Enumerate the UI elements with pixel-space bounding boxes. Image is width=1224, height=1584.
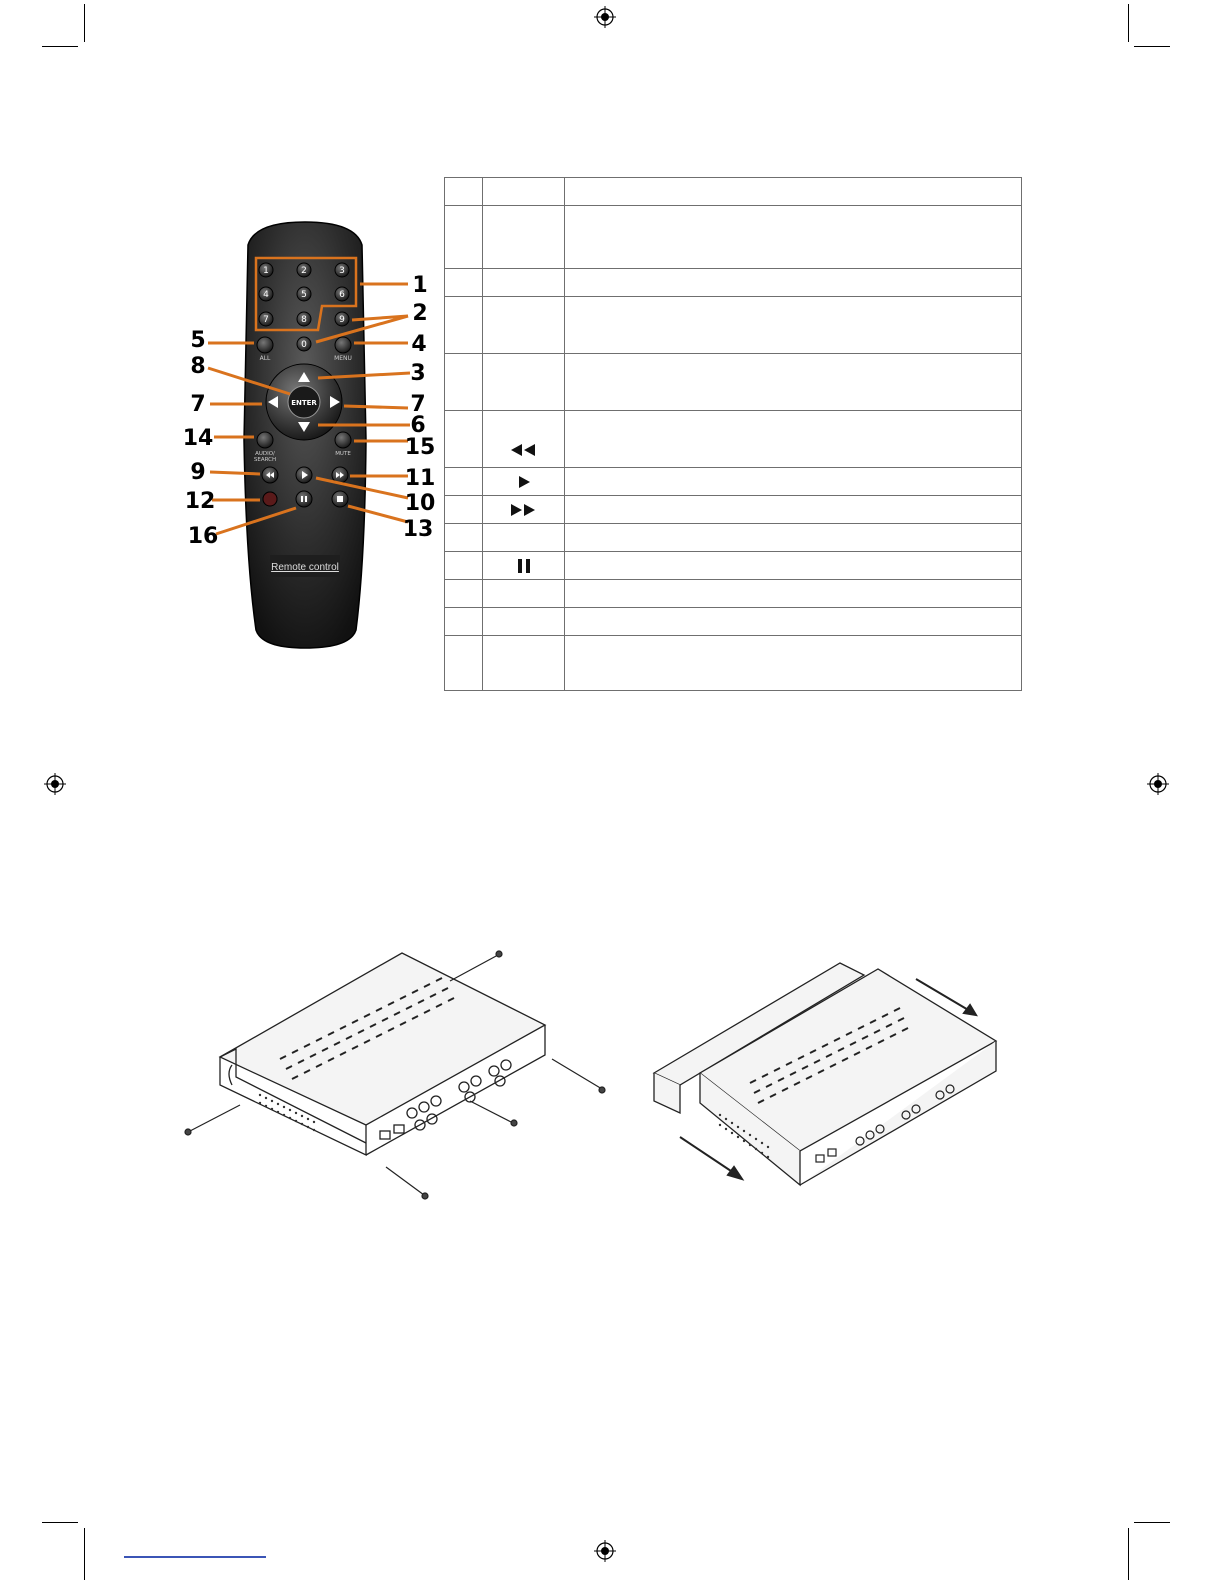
key-1: 1 bbox=[263, 266, 269, 276]
callout-7-left: 7 bbox=[190, 392, 206, 417]
callout-15: 14 bbox=[182, 426, 214, 451]
crop-mark bbox=[42, 1522, 78, 1523]
crop-mark bbox=[84, 4, 85, 42]
key-3: 3 bbox=[339, 266, 345, 276]
rewind-icon bbox=[509, 443, 539, 457]
table-row bbox=[445, 496, 1021, 524]
registration-mark-icon bbox=[594, 6, 616, 28]
table-row bbox=[445, 354, 1021, 411]
crop-mark bbox=[1128, 4, 1129, 42]
footer-link-underline bbox=[124, 1556, 266, 1558]
remote-control-figure bbox=[180, 220, 440, 660]
callout-2: 2 bbox=[412, 301, 428, 326]
svg-text:SEARCH: SEARCH bbox=[253, 457, 277, 463]
remote-brand-label: Remote control bbox=[271, 562, 339, 573]
crop-mark bbox=[1128, 1528, 1129, 1580]
key-6: 6 bbox=[339, 290, 345, 300]
crop-mark bbox=[42, 46, 78, 47]
crop-mark bbox=[1134, 1522, 1170, 1523]
enter-label: ENTER bbox=[291, 399, 317, 407]
table-row bbox=[445, 580, 1021, 608]
fast-forward-icon bbox=[509, 503, 539, 517]
table-row bbox=[445, 297, 1021, 354]
key-2: 2 bbox=[301, 266, 307, 276]
table-row bbox=[445, 468, 1021, 496]
table-row bbox=[445, 524, 1021, 552]
callout-7-right: 7 bbox=[410, 392, 426, 417]
table-row bbox=[445, 206, 1021, 269]
table-row bbox=[445, 178, 1021, 206]
all-label: ALL bbox=[259, 355, 271, 362]
key-5: 5 bbox=[301, 290, 307, 300]
registration-mark-icon bbox=[1147, 773, 1169, 795]
key-7: 7 bbox=[263, 315, 269, 325]
crop-mark bbox=[84, 1528, 85, 1580]
crop-mark bbox=[1134, 46, 1170, 47]
registration-mark-icon bbox=[44, 773, 66, 795]
callout-1: 1 bbox=[412, 273, 428, 298]
callout-3: 5 bbox=[190, 328, 206, 353]
pause-icon bbox=[517, 558, 531, 574]
table-row bbox=[445, 552, 1021, 580]
key-9: 9 bbox=[339, 315, 345, 325]
callout-8: 8 bbox=[190, 354, 206, 379]
dvr-screws-illustration bbox=[180, 945, 610, 1205]
registration-mark-icon bbox=[594, 1540, 616, 1562]
dvr-cover-removal-illustration bbox=[650, 955, 1010, 1195]
table-row bbox=[445, 269, 1021, 297]
function-table bbox=[444, 177, 1022, 691]
key-4: 4 bbox=[263, 290, 269, 300]
table-row bbox=[445, 636, 1021, 692]
callout-10: 10 bbox=[404, 491, 436, 516]
callout-9: 9 bbox=[190, 460, 206, 485]
key-0: 0 bbox=[301, 340, 307, 350]
menu-label: MENU bbox=[334, 355, 352, 362]
play-icon bbox=[517, 475, 531, 489]
mute-label: MUTE bbox=[335, 451, 351, 457]
audio-search-label: AUDIO/ bbox=[255, 451, 275, 457]
callout-12: 12 bbox=[184, 489, 216, 514]
callout-4: 4 bbox=[411, 332, 427, 357]
callout-16: 15 bbox=[404, 435, 436, 460]
key-8: 8 bbox=[301, 315, 307, 325]
callout-5: 3 bbox=[410, 361, 426, 386]
callout-6: 6 bbox=[410, 413, 426, 438]
callout-11: 11 bbox=[404, 466, 436, 491]
table-row bbox=[445, 608, 1021, 636]
callout-14: 13 bbox=[402, 517, 434, 542]
table-row bbox=[445, 411, 1021, 468]
callout-13: 16 bbox=[187, 524, 219, 549]
